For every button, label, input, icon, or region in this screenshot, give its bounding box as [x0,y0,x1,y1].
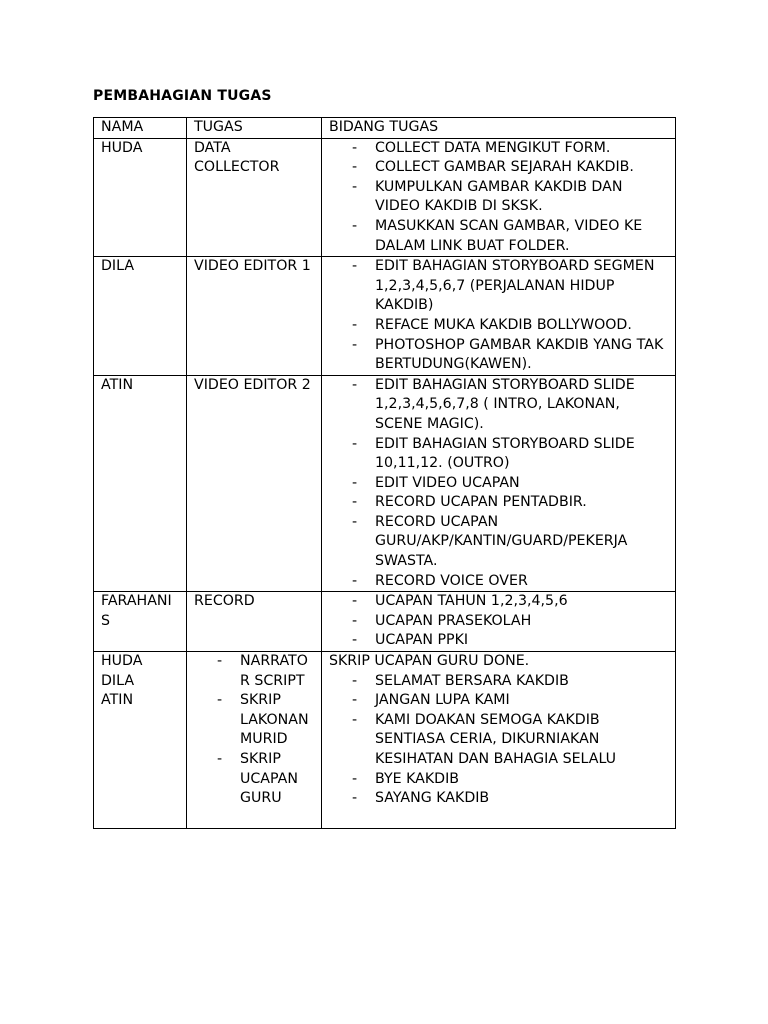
table-row [94,375,676,592]
bidang-cell [322,592,676,652]
row-names [94,257,187,376]
table-row [94,138,676,257]
name-cell: DILA [101,258,135,275]
list-item-text: EDIT BAHAGIAN STORYBOARD SEGMEN 1,2,3,4,5,6,7 (PERJALANAN HIDUP KAKDIB) [375,258,655,314]
name-cell: DILA [101,672,135,689]
dash-bullet: - [352,435,358,452]
list-item [194,750,315,809]
list-item [194,691,315,750]
list-item [329,493,669,513]
dash-bullet: - [352,672,358,689]
name-cell: FARAHANIS [101,593,172,629]
name-cell: HUDA [101,139,143,156]
dash-bullet: - [352,790,358,807]
list-item [329,631,669,651]
tugas-cell: VIDEO EDITOR 2 [187,375,322,592]
header-nama: NAMA [94,118,187,139]
list-item-text: REFACE MUKA KAKDIB BOLLYWOOD. [375,316,632,333]
row-names [94,652,187,829]
dash-bullet: - [217,653,223,670]
bidang-cell [322,375,676,592]
list-item [194,652,315,691]
list-item-text: UCAPAN PPKI [375,632,469,649]
list-item [329,217,669,256]
list-item [329,435,669,474]
table-row [94,592,676,652]
tugas-list [194,652,315,809]
list-item [329,336,669,375]
dash-bullet: - [217,692,223,709]
row-names [94,138,187,257]
list-item-text: KAMI DOAKAN SEMOGA KAKDIB SENTIASA CERIA, DIKURNIAKAN KESIHATAN DAN BAHAGIA SELALU [375,711,617,767]
list-item [329,572,669,592]
list-item-text: JANGAN LUPA KAMI [375,692,510,709]
task-table [93,117,676,829]
dash-bullet: - [352,494,358,511]
list-item-text: KUMPULKAN GAMBAR KAKDIB DAN VIDEO KAKDIB DI SKSK. [375,178,623,215]
list-item [329,474,669,494]
list-item [329,592,669,612]
name-cell: ATIN [101,376,134,393]
table-row [94,652,676,829]
dash-bullet: - [217,751,223,767]
dash-bullet: - [352,336,358,353]
list-item [329,178,669,217]
list-item [329,376,669,435]
tugas-cell: VIDEO EDITOR 1 [187,257,322,376]
name-cell: HUDA [101,653,143,670]
list-item [329,139,669,159]
name-cell: ATIN [101,692,134,709]
list-item-text: SKRIP LAKONAN MURID [240,692,309,748]
list-item [329,691,669,711]
document-title: PEMBAHAGIAN TUGAS [93,88,272,104]
list-item-text: COLLECT DATA MENGIKUT FORM. [375,139,611,156]
list-item-text: PHOTOSHOP GAMBAR KAKDIB YANG TAK BERTUDUNG(KAWEN). [375,336,664,373]
dash-bullet: - [352,159,358,176]
list-item-text: SKRIP UCAPAN GURU [240,751,298,807]
bidang-intro: SKRIP UCAPAN GURU DONE. [329,653,530,670]
list-item [329,257,669,316]
row-names [94,375,187,592]
bidang-list [329,672,669,809]
list-item-text: NARRATOR SCRIPT [240,653,308,689]
list-item-text: BYE KAKDIB [375,770,460,787]
list-item [329,316,669,336]
header-tugas: TUGAS [187,118,322,139]
list-item [329,612,669,632]
list-item-text: EDIT VIDEO UCAPAN [375,474,520,491]
list-item [329,711,669,770]
dash-bullet: - [352,711,358,728]
list-item-text: RECORD UCAPAN GURU/AKP/KANTIN/GUARD/PEKERJA SWASTA. [375,513,628,570]
row-names [94,592,187,652]
bidang-list [329,257,669,375]
dash-bullet: - [352,612,358,629]
list-item-text: SELAMAT BERSARA KAKDIB [375,672,569,689]
dash-bullet: - [352,258,358,275]
list-item-text: MASUKKAN SCAN GAMBAR, VIDEO KE DALAM LINK BUAT FOLDER. [375,217,643,254]
bidang-cell [322,257,676,376]
list-item-text: SAYANG KAKDIB [375,790,490,807]
list-item-text: RECORD UCAPAN PENTADBIR. [375,494,587,511]
dash-bullet: - [352,513,358,530]
tugas-cell: RECORD [187,592,322,652]
bidang-cell [322,652,676,829]
dash-bullet: - [352,474,358,491]
dash-bullet: - [352,316,358,333]
list-item-text: UCAPAN PRASEKOLAH [375,612,532,629]
bidang-list [329,376,669,592]
list-item [329,770,669,790]
list-item-text: EDIT BAHAGIAN STORYBOARD SLIDE 10,11,12. (OUTRO) [375,435,635,472]
dash-bullet: - [352,217,358,234]
dash-bullet: - [352,770,358,787]
dash-bullet: - [352,376,358,393]
list-item-text: EDIT BAHAGIAN STORYBOARD SLIDE 1,2,3,4,5,6,7,8 ( INTRO, LAKONAN, SCENE MAGIC). [375,376,635,432]
dash-bullet: - [352,572,358,589]
header-bidang-tugas: BIDANG TUGAS [322,118,676,139]
bidang-cell [322,138,676,257]
dash-bullet: - [352,593,358,610]
table-header-row [94,118,676,139]
list-item [329,513,669,572]
bidang-list [329,139,669,257]
table-row [94,257,676,376]
dash-bullet: - [352,692,358,709]
tugas-cell [187,652,322,829]
list-item-text: UCAPAN TAHUN 1,2,3,4,5,6 [375,593,568,610]
list-item [329,672,669,692]
dash-bullet: - [352,139,358,156]
dash-bullet: - [352,632,358,649]
list-item [329,158,669,178]
list-item-text: COLLECT GAMBAR SEJARAH KAKDIB. [375,159,634,176]
list-item-text: RECORD VOICE OVER [375,572,528,589]
bidang-list [329,592,669,651]
list-item [329,789,669,809]
dash-bullet: - [352,178,358,195]
tugas-cell: DATA COLLECTOR [187,138,322,257]
